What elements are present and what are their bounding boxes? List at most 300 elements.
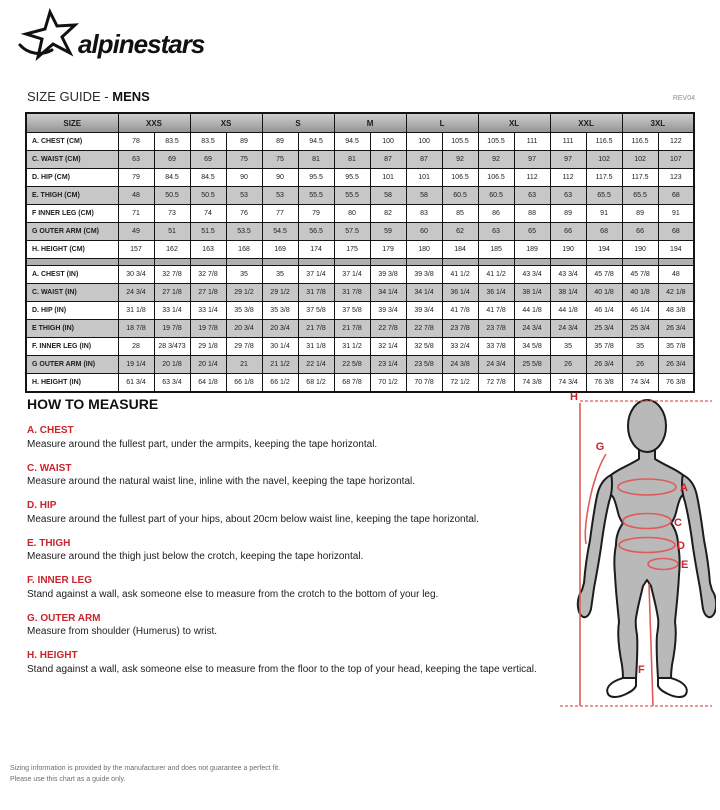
table-cell: 41 1/2 [442, 266, 478, 284]
table-cell: 63 [514, 187, 550, 205]
row-label: G OUTER ARM (CM) [26, 223, 118, 241]
table-cell: 26 3/4 [658, 320, 694, 338]
table-cell: 21 [226, 356, 262, 374]
table-cell: 88 [514, 205, 550, 223]
size-table [25, 112, 695, 393]
table-cell: 49 [118, 223, 154, 241]
size-header-m: M [334, 113, 406, 133]
table-cell: 58 [406, 187, 442, 205]
table-cell: 76 3/8 [658, 374, 694, 393]
measure-item-text: Stand against a wall, ask someone else to measure from the crotch to the bottom of your leg. [27, 588, 439, 600]
table-cell: 30 1/4 [262, 338, 298, 356]
table-cell: 33 2/4 [442, 338, 478, 356]
table-cell: 39 3/4 [406, 302, 442, 320]
measure-item-heading: H. HEIGHT [27, 650, 78, 661]
how-to-measure-list [27, 424, 555, 676]
table-cell: 106.5 [478, 169, 514, 187]
table-cell: 68 1/2 [298, 374, 334, 393]
table-cell: 22 5/8 [334, 356, 370, 374]
table-cell: 87 [370, 151, 406, 169]
how-to-measure-item [27, 574, 555, 601]
table-cell: 45 7/8 [586, 266, 622, 284]
separator-cell [478, 259, 514, 266]
measure-item-text: Measure around the fullest part of your hips, about 20cm below waist line, keeping the tape horizontal. [27, 513, 479, 525]
table-cell: 37 1/4 [334, 266, 370, 284]
table-cell: 94.5 [334, 133, 370, 151]
table-cell: 194 [586, 241, 622, 259]
row-label: E. THIGH (CM) [26, 187, 118, 205]
table-cell: 34 5/8 [514, 338, 550, 356]
table-row [26, 266, 694, 284]
table-cell: 80 [334, 205, 370, 223]
table-cell: 33 1/4 [154, 302, 190, 320]
measure-item-heading: E. THIGH [27, 537, 71, 549]
table-cell: 89 [550, 205, 586, 223]
table-cell: 31 1/8 [118, 302, 154, 320]
table-cell: 157 [118, 241, 154, 259]
table-cell: 185 [478, 241, 514, 259]
table-row [26, 356, 694, 374]
table-cell: 48 3/8 [658, 302, 694, 320]
table-cell: 62 [442, 223, 478, 241]
table-cell: 19 7/8 [190, 320, 226, 338]
how-to-measure-item [27, 649, 555, 676]
table-cell: 174 [298, 241, 334, 259]
inner-leg-measure-line [649, 584, 653, 706]
table-cell: 22 1/4 [298, 356, 334, 374]
page-title [27, 89, 150, 104]
table-cell: 94.5 [298, 133, 334, 151]
table-cell: 34 1/4 [370, 284, 406, 302]
table-cell: 27 1/8 [190, 284, 226, 302]
table-cell: 106.5 [442, 169, 478, 187]
table-cell: 189 [514, 241, 550, 259]
table-cell: 122 [658, 133, 694, 151]
table-cell: 95.5 [334, 169, 370, 187]
footer-line-1: Sizing information is provided by the manufacturer and does not guarantee a perfect fit. [10, 765, 281, 772]
table-cell: 63 [550, 187, 586, 205]
separator-cell [298, 259, 334, 266]
table-cell: 97 [514, 151, 550, 169]
separator-cell [154, 259, 190, 266]
table-cell: 90 [262, 169, 298, 187]
table-cell: 39 3/8 [406, 266, 442, 284]
how-to-measure-item [27, 462, 555, 489]
table-cell: 53 [262, 187, 298, 205]
table-cell: 25 3/4 [586, 320, 622, 338]
table-row [26, 302, 694, 320]
row-label: D. HIP (IN) [26, 302, 118, 320]
figure-label-outer-arm: G [595, 441, 605, 453]
separator-cell [622, 259, 658, 266]
table-cell: 92 [442, 151, 478, 169]
table-cell: 60.5 [442, 187, 478, 205]
separator-cell [514, 259, 550, 266]
table-row [26, 284, 694, 302]
page-title-gender: MENS [112, 89, 150, 104]
footer-line-2: Please use this chart as a guide only. [10, 775, 126, 783]
table-row [26, 223, 694, 241]
measure-item-text: Stand against a wall, ask someone else to measure from the floor to the top of your head, keeping the tape vertical. [27, 663, 537, 675]
left-foot-shape [607, 678, 636, 697]
measurement-figure [556, 390, 716, 716]
table-cell: 24 3/4 [118, 284, 154, 302]
table-cell: 38 1/4 [550, 284, 586, 302]
table-cell: 68 7/8 [334, 374, 370, 393]
table-cell: 31 7/8 [334, 284, 370, 302]
table-cell: 30 3/4 [118, 266, 154, 284]
table-cell: 95.5 [298, 169, 334, 187]
row-label: D. HIP (CM) [26, 169, 118, 187]
size-table-body [26, 133, 694, 393]
separator-cell [190, 259, 226, 266]
size-table-head [26, 113, 694, 133]
separator-cell [406, 259, 442, 266]
table-cell: 26 [622, 356, 658, 374]
table-cell: 22 7/8 [370, 320, 406, 338]
row-label: C. WAIST (IN) [26, 284, 118, 302]
table-cell: 89 [226, 133, 262, 151]
table-row [26, 133, 694, 151]
table-cell: 184 [442, 241, 478, 259]
table-cell: 29 7/8 [226, 338, 262, 356]
table-cell: 20 1/4 [190, 356, 226, 374]
table-cell: 68 [658, 187, 694, 205]
size-table-section [25, 112, 695, 393]
table-cell: 78 [118, 133, 154, 151]
table-cell: 51.5 [190, 223, 226, 241]
table-cell: 175 [334, 241, 370, 259]
table-cell: 31 7/8 [298, 284, 334, 302]
row-label: F. INNER LEG (IN) [26, 338, 118, 356]
table-cell: 89 [262, 133, 298, 151]
measure-item-heading: A. CHEST [27, 425, 74, 436]
table-cell: 27 1/8 [154, 284, 190, 302]
row-label: H. HEIGHT (IN) [26, 374, 118, 393]
table-cell: 101 [406, 169, 442, 187]
how-to-measure-item [27, 612, 555, 639]
table-cell: 89 [622, 205, 658, 223]
table-cell: 70 7/8 [406, 374, 442, 393]
table-cell: 90 [226, 169, 262, 187]
table-cell: 116.5 [622, 133, 658, 151]
table-cell: 56.5 [298, 223, 334, 241]
table-cell: 79 [298, 205, 334, 223]
head-shape [628, 400, 666, 452]
table-cell: 35 3/8 [226, 302, 262, 320]
table-cell: 24 3/4 [478, 356, 514, 374]
table-cell: 24 3/4 [514, 320, 550, 338]
row-label: A. CHEST (CM) [26, 133, 118, 151]
row-label: G OUTER ARM (IN) [26, 356, 118, 374]
table-cell: 29 1/8 [190, 338, 226, 356]
size-header-s: S [262, 113, 334, 133]
table-cell: 102 [586, 151, 622, 169]
table-cell: 22 7/8 [406, 320, 442, 338]
right-foot-shape [658, 678, 687, 697]
table-cell: 77 [262, 205, 298, 223]
table-cell: 102 [622, 151, 658, 169]
table-cell: 26 3/4 [586, 356, 622, 374]
how-to-measure-title: HOW TO MEASURE [27, 396, 159, 412]
table-cell: 23 1/4 [370, 356, 406, 374]
table-cell: 105.5 [442, 133, 478, 151]
table-cell: 85 [442, 205, 478, 223]
table-cell: 50.5 [154, 187, 190, 205]
table-cell: 55.5 [334, 187, 370, 205]
table-cell: 19 7/8 [154, 320, 190, 338]
table-cell: 194 [658, 241, 694, 259]
measure-item-heading: G. OUTER ARM [27, 612, 101, 624]
table-cell: 91 [586, 205, 622, 223]
table-cell: 180 [406, 241, 442, 259]
cm-in-separator-row [26, 259, 694, 266]
table-cell: 48 [658, 266, 694, 284]
table-cell: 29 1/2 [226, 284, 262, 302]
table-cell: 68 [586, 223, 622, 241]
table-cell: 46 1/4 [586, 302, 622, 320]
table-cell: 71 [118, 205, 154, 223]
table-cell: 50.5 [190, 187, 226, 205]
table-cell: 25 3/4 [622, 320, 658, 338]
table-row [26, 169, 694, 187]
table-cell: 72 7/8 [478, 374, 514, 393]
table-cell: 83.5 [190, 133, 226, 151]
brand-wordmark: alpinestars [78, 29, 205, 59]
table-cell: 86 [478, 205, 514, 223]
table-cell: 117.5 [622, 169, 658, 187]
table-row [26, 241, 694, 259]
table-cell: 190 [550, 241, 586, 259]
how-to-measure-section [27, 396, 555, 687]
separator-cell [226, 259, 262, 266]
table-cell: 111 [550, 133, 586, 151]
table-cell: 32 7/8 [190, 266, 226, 284]
table-cell: 21 7/8 [334, 320, 370, 338]
table-cell: 35 [262, 266, 298, 284]
how-to-measure-item [27, 537, 555, 564]
table-cell: 40 1/8 [586, 284, 622, 302]
table-cell: 53 [226, 187, 262, 205]
table-cell: 32 5/8 [406, 338, 442, 356]
footer-disclaimer [10, 764, 280, 786]
table-cell: 116.5 [586, 133, 622, 151]
figure-label-inner-leg: F [638, 664, 645, 676]
table-cell: 83 [406, 205, 442, 223]
table-cell: 168 [226, 241, 262, 259]
table-cell: 20 1/8 [154, 356, 190, 374]
torso-legs-shape [607, 447, 689, 678]
table-cell: 34 1/4 [406, 284, 442, 302]
table-cell: 97 [550, 151, 586, 169]
table-cell: 35 7/8 [658, 338, 694, 356]
table-cell: 53.5 [226, 223, 262, 241]
table-cell: 35 [550, 338, 586, 356]
table-cell: 105.5 [478, 133, 514, 151]
table-row [26, 187, 694, 205]
table-cell: 163 [190, 241, 226, 259]
table-cell: 69 [154, 151, 190, 169]
table-cell: 43 3/4 [550, 266, 586, 284]
table-cell: 21 1/2 [262, 356, 298, 374]
table-cell: 25 5/8 [514, 356, 550, 374]
size-header-l: L [406, 113, 478, 133]
alpinestars-star-icon [20, 12, 75, 57]
how-to-measure-item [27, 499, 555, 526]
table-cell: 190 [622, 241, 658, 259]
table-cell: 32 1/4 [370, 338, 406, 356]
figure-label-hip: D [677, 540, 685, 552]
alpinestars-logo [14, 8, 214, 66]
table-cell: 66 1/8 [226, 374, 262, 393]
table-cell: 37 1/4 [298, 266, 334, 284]
figure-label-thigh: E [681, 559, 689, 571]
table-cell: 48 [118, 187, 154, 205]
table-row [26, 151, 694, 169]
separator-cell [442, 259, 478, 266]
size-table-header-row [26, 113, 694, 133]
table-cell: 23 7/8 [478, 320, 514, 338]
separator-cell [370, 259, 406, 266]
table-cell: 26 3/4 [658, 356, 694, 374]
table-cell: 33 1/4 [190, 302, 226, 320]
table-cell: 31 1/8 [298, 338, 334, 356]
revision-label: REV04 [672, 95, 695, 102]
table-cell: 28 3/473 [154, 338, 190, 356]
table-cell: 58 [370, 187, 406, 205]
table-cell: 41 7/8 [442, 302, 478, 320]
table-cell: 59 [370, 223, 406, 241]
row-label: C. WAIST (CM) [26, 151, 118, 169]
table-cell: 92 [478, 151, 514, 169]
table-cell: 70 1/2 [370, 374, 406, 393]
measure-item-text: Measure from shoulder (Humerus) to wrist. [27, 626, 218, 637]
measure-item-text: Measure around the natural waist line, inline with the navel, keeping the tape horizontal. [27, 476, 416, 487]
table-cell: 36 1/4 [478, 284, 514, 302]
separator-cell [550, 259, 586, 266]
table-cell: 65.5 [622, 187, 658, 205]
table-cell: 101 [370, 169, 406, 187]
table-cell: 19 1/4 [118, 356, 154, 374]
table-cell: 169 [262, 241, 298, 259]
separator-cell [586, 259, 622, 266]
table-cell: 66 1/2 [262, 374, 298, 393]
table-cell: 29 1/2 [262, 284, 298, 302]
table-cell: 36 1/4 [442, 284, 478, 302]
table-cell: 69 [190, 151, 226, 169]
table-cell: 76 [226, 205, 262, 223]
size-header-xs: XS [190, 113, 262, 133]
table-cell: 23 5/8 [406, 356, 442, 374]
table-cell: 74 3/4 [622, 374, 658, 393]
figure-label-waist: C [674, 517, 682, 529]
table-cell: 179 [370, 241, 406, 259]
figure-label-height: H [570, 391, 578, 403]
how-to-measure-item [27, 424, 555, 451]
table-cell: 20 3/4 [226, 320, 262, 338]
table-cell: 75 [226, 151, 262, 169]
table-cell: 39 3/8 [370, 266, 406, 284]
table-cell: 38 1/4 [514, 284, 550, 302]
separator-cell [334, 259, 370, 266]
figure-label-chest: A [680, 482, 688, 494]
row-label: E THIGH (IN) [26, 320, 118, 338]
table-cell: 42 1/8 [658, 284, 694, 302]
table-cell: 84.5 [190, 169, 226, 187]
table-row [26, 320, 694, 338]
table-cell: 123 [658, 169, 694, 187]
table-cell: 32 7/8 [154, 266, 190, 284]
table-cell: 65.5 [586, 187, 622, 205]
separator-cell [26, 259, 118, 266]
row-label: A. CHEST (IN) [26, 266, 118, 284]
table-cell: 66 [622, 223, 658, 241]
table-cell: 28 [118, 338, 154, 356]
measure-item-heading: C. WAIST [27, 462, 72, 474]
table-cell: 23 7/8 [442, 320, 478, 338]
table-cell: 24 3/8 [442, 356, 478, 374]
table-cell: 83.5 [154, 133, 190, 151]
page-title-prefix: SIZE GUIDE - [27, 89, 113, 104]
page-title-row [27, 88, 695, 106]
separator-cell [262, 259, 298, 266]
table-cell: 112 [514, 169, 550, 187]
table-cell: 43 3/4 [514, 266, 550, 284]
right-arm-shape [682, 475, 716, 617]
measure-item-text: Measure around the thigh just below the crotch, keeping the tape horizontal. [27, 551, 364, 562]
left-arm-shape [578, 475, 612, 617]
table-cell: 20 3/4 [262, 320, 298, 338]
table-cell: 37 5/8 [334, 302, 370, 320]
table-cell: 63 3/4 [154, 374, 190, 393]
table-cell: 76 3/8 [586, 374, 622, 393]
table-cell: 66 [550, 223, 586, 241]
table-cell: 79 [118, 169, 154, 187]
table-cell: 100 [370, 133, 406, 151]
table-cell: 41 7/8 [478, 302, 514, 320]
table-cell: 54.5 [262, 223, 298, 241]
table-cell: 72 1/2 [442, 374, 478, 393]
row-label: F INNER LEG (CM) [26, 205, 118, 223]
table-cell: 91 [658, 205, 694, 223]
table-cell: 74 3/8 [514, 374, 550, 393]
table-cell: 31 1/2 [334, 338, 370, 356]
table-cell: 81 [334, 151, 370, 169]
separator-cell [118, 259, 154, 266]
table-cell: 61 3/4 [118, 374, 154, 393]
table-cell: 82 [370, 205, 406, 223]
size-header-xxl: XXL [550, 113, 622, 133]
table-cell: 68 [658, 223, 694, 241]
table-cell: 84.5 [154, 169, 190, 187]
table-cell: 24 3/4 [550, 320, 586, 338]
table-cell: 65 [514, 223, 550, 241]
table-cell: 39 3/4 [370, 302, 406, 320]
size-header-xl: XL [478, 113, 550, 133]
table-cell: 60 [406, 223, 442, 241]
table-cell: 60.5 [478, 187, 514, 205]
table-cell: 40 1/8 [622, 284, 658, 302]
table-cell: 75 [262, 151, 298, 169]
size-header-3xl: 3XL [622, 113, 694, 133]
table-cell: 111 [514, 133, 550, 151]
size-header-xxs: XXS [118, 113, 190, 133]
table-cell: 44 1/8 [514, 302, 550, 320]
table-cell: 37 5/8 [298, 302, 334, 320]
table-cell: 87 [406, 151, 442, 169]
separator-cell [658, 259, 694, 266]
measure-item-heading: F. INNER LEG [27, 575, 93, 586]
